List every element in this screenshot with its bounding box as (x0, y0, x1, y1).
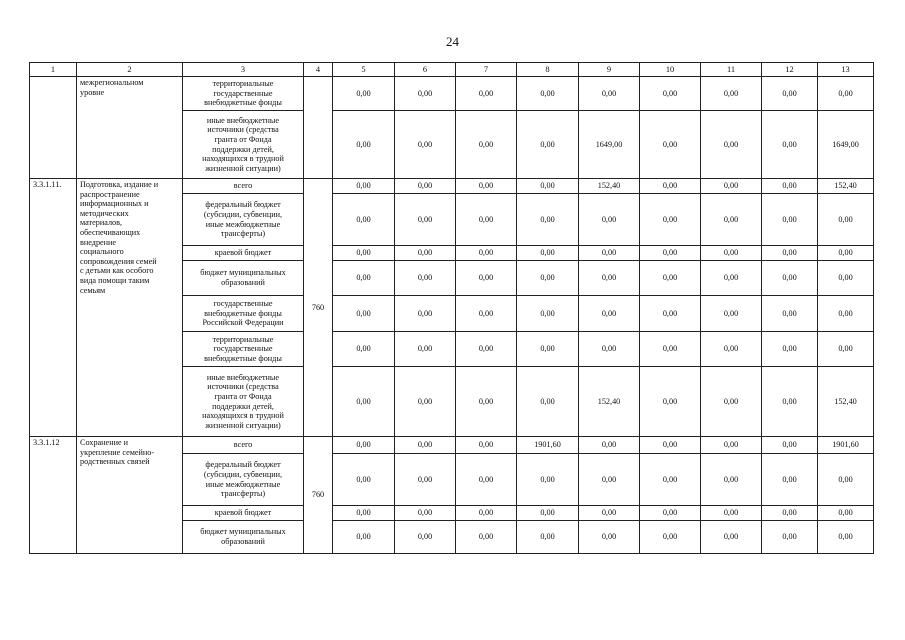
amount-cell: 0,00 (818, 521, 874, 554)
column-header: 2 (77, 63, 183, 77)
header-row (30, 63, 874, 77)
row-number: 3.3.1.11. (30, 179, 77, 437)
amount-cell: 0,00 (640, 296, 701, 332)
funding-source: иные внебюджетные источники (средства гранта от Фонда поддержки детей, находящихся в трудной жизненной ситуации) (183, 111, 304, 179)
amount-cell: 0,00 (456, 332, 517, 367)
amount-cell: 0,00 (579, 261, 640, 296)
amount-cell: 0,00 (517, 521, 579, 554)
amount-cell: 1901,60 (517, 437, 579, 454)
amount-cell: 0,00 (640, 506, 701, 521)
column-header: 8 (517, 63, 579, 77)
budget-table (29, 62, 874, 554)
amount-cell: 0,00 (762, 367, 818, 437)
amount-cell: 1649,00 (818, 111, 874, 179)
amount-cell: 0,00 (517, 179, 579, 194)
column-header: 1 (30, 63, 77, 77)
amount-cell: 0,00 (333, 367, 395, 437)
amount-cell: 0,00 (395, 111, 456, 179)
funding-source: территориальные государственные внебюджетные фонды (183, 332, 304, 367)
amount-cell: 0,00 (640, 454, 701, 506)
funding-source: краевой бюджет (183, 506, 304, 521)
amount-cell: 0,00 (395, 296, 456, 332)
measure-name: Сохранение и укрепление семейно- родственных связей (77, 437, 183, 554)
amount-cell: 0,00 (762, 296, 818, 332)
amount-cell: 0,00 (818, 194, 874, 246)
funding-source: краевой бюджет (183, 246, 304, 261)
amount-cell: 0,00 (701, 261, 762, 296)
amount-cell: 0,00 (395, 506, 456, 521)
table-row (30, 179, 874, 194)
amount-cell: 0,00 (640, 332, 701, 367)
amount-cell: 0,00 (701, 367, 762, 437)
column-header: 7 (456, 63, 517, 77)
funding-source: всего (183, 437, 304, 454)
funding-source: бюджет муниципальных образований (183, 521, 304, 554)
amount-cell: 0,00 (333, 246, 395, 261)
amount-cell: 0,00 (517, 77, 579, 111)
amount-cell: 0,00 (517, 367, 579, 437)
column-header: 6 (395, 63, 456, 77)
amount-cell: 0,00 (456, 367, 517, 437)
amount-cell: 0,00 (701, 506, 762, 521)
amount-cell: 0,00 (762, 179, 818, 194)
page-number: 24 (446, 34, 459, 49)
amount-cell: 0,00 (818, 506, 874, 521)
column-header: 4 (304, 63, 333, 77)
amount-cell: 1649,00 (579, 111, 640, 179)
budget-code: 760 (304, 437, 333, 554)
amount-cell: 0,00 (701, 194, 762, 246)
column-header: 13 (818, 63, 874, 77)
measure-name: межрегиональном уровне (77, 77, 183, 179)
amount-cell: 0,00 (762, 194, 818, 246)
amount-cell: 0,00 (818, 261, 874, 296)
amount-cell: 0,00 (517, 454, 579, 506)
amount-cell: 0,00 (333, 454, 395, 506)
amount-cell: 0,00 (333, 296, 395, 332)
amount-cell: 0,00 (762, 261, 818, 296)
funding-source: бюджет муниципальных образований (183, 261, 304, 296)
amount-cell: 0,00 (395, 77, 456, 111)
funding-source: федеральный бюджет (субсидии, субвенции, иные межбюджетные трансферты) (183, 454, 304, 506)
column-header: 3 (183, 63, 304, 77)
amount-cell: 0,00 (333, 261, 395, 296)
amount-cell: 0,00 (579, 454, 640, 506)
funding-source: территориальные государственные внебюджетные фонды (183, 77, 304, 111)
amount-cell: 0,00 (818, 332, 874, 367)
budget-code: 760 (304, 179, 333, 437)
table-row (30, 77, 874, 111)
amount-cell: 0,00 (579, 77, 640, 111)
amount-cell: 0,00 (640, 246, 701, 261)
amount-cell: 0,00 (517, 194, 579, 246)
amount-cell: 0,00 (701, 296, 762, 332)
amount-cell: 0,00 (579, 296, 640, 332)
amount-cell: 0,00 (333, 179, 395, 194)
amount-cell: 0,00 (517, 332, 579, 367)
amount-cell: 0,00 (701, 246, 762, 261)
amount-cell: 0,00 (762, 246, 818, 261)
amount-cell: 0,00 (456, 179, 517, 194)
amount-cell: 0,00 (640, 261, 701, 296)
column-header: 9 (579, 63, 640, 77)
funding-source: иные внебюджетные источники (средства гранта от Фонда поддержки детей, находящихся в трудной жизненной ситуации) (183, 367, 304, 437)
amount-cell: 0,00 (640, 194, 701, 246)
amount-cell: 0,00 (517, 296, 579, 332)
amount-cell: 0,00 (701, 179, 762, 194)
amount-cell: 0,00 (333, 521, 395, 554)
amount-cell: 0,00 (640, 437, 701, 454)
amount-cell: 0,00 (640, 77, 701, 111)
amount-cell: 0,00 (762, 332, 818, 367)
amount-cell: 0,00 (333, 77, 395, 111)
amount-cell: 0,00 (517, 506, 579, 521)
amount-cell: 0,00 (762, 111, 818, 179)
amount-cell: 0,00 (640, 521, 701, 554)
amount-cell: 0,00 (333, 111, 395, 179)
measure-name: Подготовка, издание и распространение информационных и методических материалов, обеспечивающих внедрение социального сопровождения семей с детьми как особого вида помощи таким семьям (77, 179, 183, 437)
amount-cell: 0,00 (517, 111, 579, 179)
amount-cell: 0,00 (701, 521, 762, 554)
amount-cell: 0,00 (395, 179, 456, 194)
amount-cell: 0,00 (456, 194, 517, 246)
amount-cell: 0,00 (456, 521, 517, 554)
funding-source: всего (183, 179, 304, 194)
amount-cell: 0,00 (395, 332, 456, 367)
amount-cell: 152,40 (579, 179, 640, 194)
amount-cell: 0,00 (456, 77, 517, 111)
amount-cell: 0,00 (395, 261, 456, 296)
amount-cell: 0,00 (762, 77, 818, 111)
amount-cell: 0,00 (333, 506, 395, 521)
amount-cell: 0,00 (762, 437, 818, 454)
amount-cell: 0,00 (333, 437, 395, 454)
column-header: 5 (333, 63, 395, 77)
amount-cell: 0,00 (579, 521, 640, 554)
amount-cell: 0,00 (579, 194, 640, 246)
amount-cell: 0,00 (579, 246, 640, 261)
amount-cell: 0,00 (333, 332, 395, 367)
amount-cell: 0,00 (762, 521, 818, 554)
amount-cell: 0,00 (701, 332, 762, 367)
amount-cell: 0,00 (395, 521, 456, 554)
funding-source: государственные внебюджетные фонды Российской Федерации (183, 296, 304, 332)
amount-cell: 0,00 (456, 454, 517, 506)
amount-cell: 152,40 (818, 367, 874, 437)
amount-cell: 0,00 (762, 454, 818, 506)
amount-cell: 0,00 (640, 367, 701, 437)
table-row (30, 437, 874, 454)
funding-source: федеральный бюджет (субсидии, субвенции, иные межбюджетные трансферты) (183, 194, 304, 246)
amount-cell: 0,00 (456, 111, 517, 179)
amount-cell: 0,00 (701, 111, 762, 179)
amount-cell: 0,00 (818, 246, 874, 261)
amount-cell: 0,00 (640, 179, 701, 194)
amount-cell: 0,00 (456, 296, 517, 332)
amount-cell: 0,00 (762, 506, 818, 521)
amount-cell: 0,00 (818, 77, 874, 111)
amount-cell: 0,00 (333, 194, 395, 246)
amount-cell: 1901,60 (818, 437, 874, 454)
amount-cell: 0,00 (395, 246, 456, 261)
amount-cell: 152,40 (579, 367, 640, 437)
amount-cell: 0,00 (395, 437, 456, 454)
amount-cell: 0,00 (395, 367, 456, 437)
amount-cell: 0,00 (517, 261, 579, 296)
row-number (30, 77, 77, 179)
amount-cell: 0,00 (579, 437, 640, 454)
row-number: 3.3.1.12 (30, 437, 77, 554)
amount-cell: 0,00 (818, 296, 874, 332)
amount-cell: 0,00 (818, 454, 874, 506)
amount-cell: 0,00 (517, 246, 579, 261)
amount-cell: 0,00 (456, 246, 517, 261)
amount-cell: 0,00 (456, 261, 517, 296)
amount-cell: 0,00 (579, 506, 640, 521)
amount-cell: 0,00 (395, 454, 456, 506)
amount-cell: 0,00 (395, 194, 456, 246)
amount-cell: 0,00 (640, 111, 701, 179)
column-header: 12 (762, 63, 818, 77)
amount-cell: 152,40 (818, 179, 874, 194)
budget-code (304, 77, 333, 179)
amount-cell: 0,00 (701, 437, 762, 454)
amount-cell: 0,00 (701, 77, 762, 111)
amount-cell: 0,00 (701, 454, 762, 506)
amount-cell: 0,00 (579, 332, 640, 367)
amount-cell: 0,00 (456, 506, 517, 521)
amount-cell: 0,00 (456, 437, 517, 454)
column-header: 11 (701, 63, 762, 77)
column-header: 10 (640, 63, 701, 77)
